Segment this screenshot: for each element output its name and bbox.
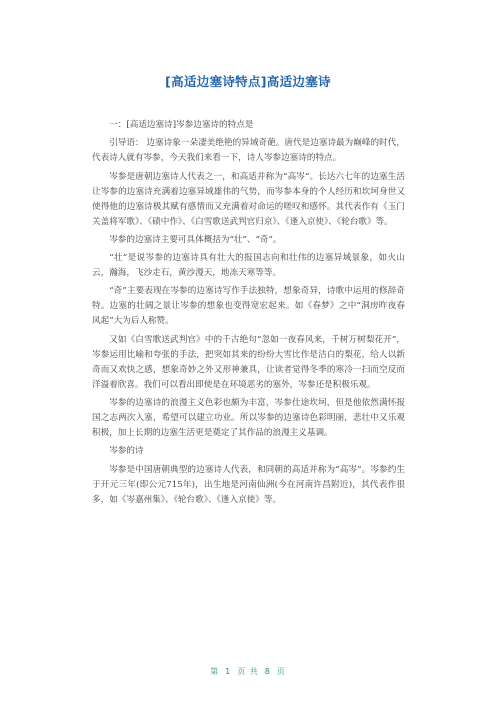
page-mid-label: 页 共: [237, 667, 259, 676]
paragraph: “壮”是说岑参的边塞诗具有壮大的报国志向和壮伟的边塞异域景象，如火山云，瀚海，飞沙走石，黄沙漫天，地冻天寒等等。: [92, 253, 405, 279]
page-label: 第: [210, 667, 220, 676]
paragraph: 岑参是唐朝边塞诗人代表之一，和高适并称为“高岑”。长达六七年的边塞生活让岑参的边塞诗充满着边塞异域雄伟的气势，而岑参本身的个人经历和坎坷身世又使得他的边塞诗极其赋有感情而又充满着对命运的嗟叹和感怀。其代表作有《玉门关盖将军歌》、《碛中作》、《白雪歌送武判官归京》、《逢入京使》、《轮台歌》等。: [92, 171, 405, 227]
paragraph: 一：[高适边塞诗]岑参边塞诗的特点是: [109, 120, 254, 130]
paragraph: 引导语： 边塞诗象一朵凄美绝艳的异域奇葩。唐代是边塞诗最为巅峰的时代，代表诗人就有岑参，今天我们来看一下，诗人岑参边塞诗的特点。: [92, 138, 405, 164]
document-body: [92, 118, 405, 508]
page-suffix: 页: [276, 667, 286, 676]
paragraph: 岑参的边塞诗主要可具体概括为“壮”、“奇”。: [109, 234, 282, 245]
document-title: [高适边塞诗特点]高适边塞诗: [165, 74, 331, 89]
paragraph: “奇”主要表现在岑参的边塞诗写作手法独特，想象奇异，诗歌中运用的修辞奇特。边塞的壮阔之景让岑参的想象也变得宽宏起来。如《春梦》之中“洞房昨夜春风起”大为后人称赞。: [92, 286, 405, 327]
page-number: 1: [225, 667, 232, 676]
paragraph: 又如《白雪歌送武判官》中的千古绝句“忽如一夜春风来，千树万树梨花开”，岑参运用比喻和夸张的手法，把突如其来的纷纷大雪比作是洁白的梨花，给人以新奇而又欢快之感，想象奇妙之外又形神兼具，让读者觉得冬季的寒冷一扫而空反而洋溢着欣喜。我们可以看出即使是在环境恶劣的塞外，岑参还是积极乐观。: [92, 334, 405, 390]
page-footer: [0, 666, 496, 677]
paragraph: 岑参的边塞诗的浪漫主义色彩也颇为丰富，岑参仕途坎坷，但是他依然满怀报国之志两次入塞，希望可以建立功业。所以岑参的边塞诗色彩明丽，悲壮中又乐观积极，加上长期的边塞生活更是奠定了其作品的浪漫主义基调。: [92, 398, 405, 439]
paragraph: 岑参是中国唐朝典型的边塞诗人代表，和同朝的高适并称为“高岑”。岑参约生于开元三年(即公元715年)，出生地是河南仙洲(今在河南许昌附近)，其代表作很多，如《岑嘉州集》、《轮台歌》、《逢入京使》等。: [92, 464, 405, 505]
total-pages: 8: [264, 667, 271, 676]
section-heading: 岑参的诗: [109, 446, 144, 457]
